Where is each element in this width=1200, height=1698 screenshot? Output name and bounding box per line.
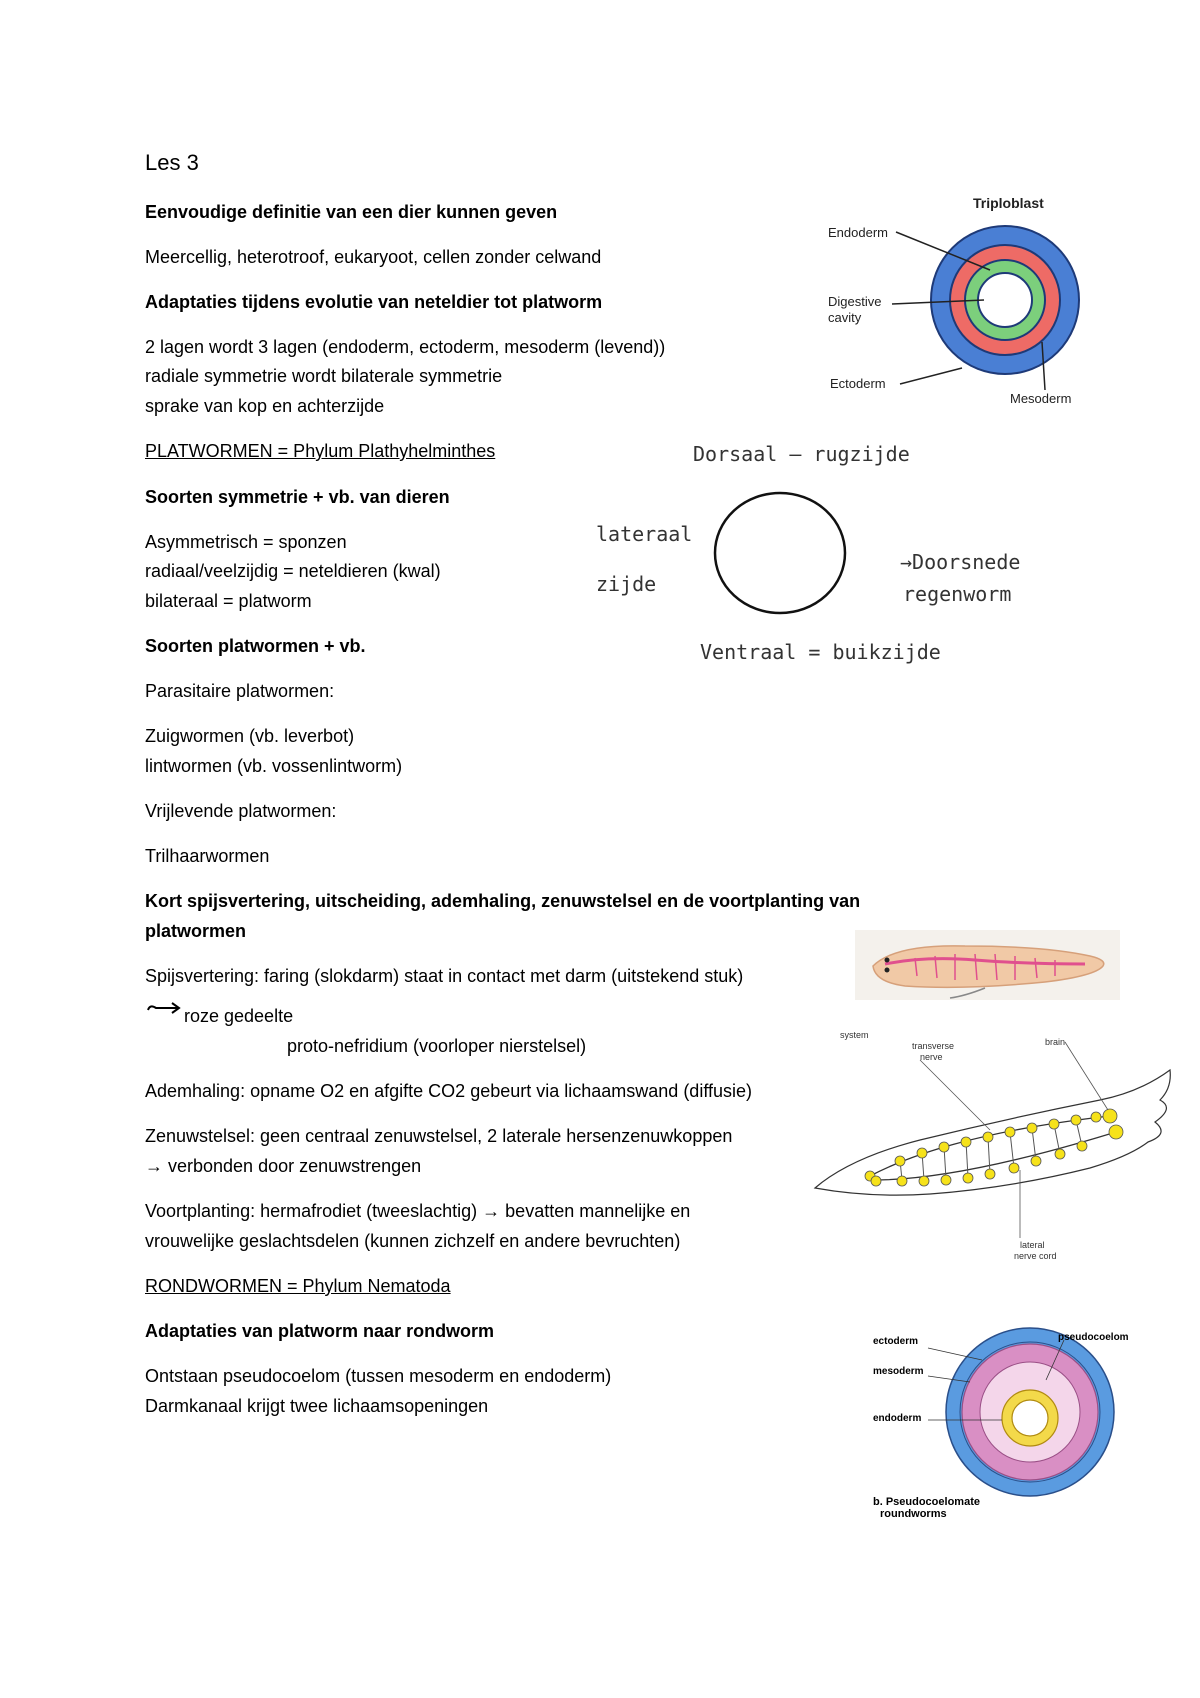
pseudo-caption-2: roundworms xyxy=(880,1508,947,1520)
mesoderm-label: Mesoderm xyxy=(1010,391,1072,406)
parasitic-heading: Parasitaire platwormen: xyxy=(145,681,335,701)
pseudo-endoderm-label: endoderm xyxy=(873,1413,922,1424)
digestive-label-1: Digestive xyxy=(828,294,882,309)
pseudo-caption-1: b. Pseudocoelomate xyxy=(873,1496,980,1508)
cross-section-title-2: regenworm xyxy=(903,582,1012,606)
digestive-cavity xyxy=(978,273,1032,327)
adaptation-line-3: sprake van kop en achterzijde xyxy=(145,396,385,416)
adaptation-line-2: radiale symmetrie wordt bilaterale symmetrie xyxy=(145,366,503,386)
lateral-label: lateraal xyxy=(596,522,693,546)
flatworm-illustration xyxy=(855,930,1120,1000)
ectoderm-label: Ectoderm xyxy=(830,376,886,391)
flukes-line: Zuigwormen (vb. leverbot) xyxy=(145,726,355,746)
nervous-system-drawing xyxy=(810,1060,1180,1250)
protonephridium-line: proto-nefridium (voorloper nierstelsel) xyxy=(287,1036,587,1056)
heading-adaptations: Adaptaties tijdens evolutie van neteldier tot platworm xyxy=(145,292,603,312)
endoderm-label: Endoderm xyxy=(828,225,888,240)
lateral-cord-label-2: nerve cord xyxy=(1014,1251,1057,1261)
cross-section-circle xyxy=(712,490,852,618)
nervous-line-2: → verbonden door zenuwstrengen xyxy=(145,1156,422,1176)
symmetry-line-2: radiaal/veelzijdig = neteldieren (kwal) xyxy=(145,561,441,581)
roundworm-line-2: Darmkanaal krijgt twee lichaamsopeningen xyxy=(145,1396,489,1416)
heading-definition: Eenvoudige definitie van een dier kunnen geven xyxy=(145,202,558,222)
nervous-line-1: Zenuwstelsel: geen centraal zenuwstelsel, 2 laterale hersenzenuwkoppen xyxy=(145,1126,733,1146)
page-title: Les 3 xyxy=(145,150,199,175)
pseudo-pseudocoelom-label: pseudocoelom xyxy=(1058,1332,1129,1343)
pink-part-line: roze gedeelte xyxy=(184,1006,294,1026)
freeliving-heading: Vrijlevende platwormen: xyxy=(145,801,337,821)
heading-flatworm-types: Soorten platwormen + vb. xyxy=(145,636,366,656)
tapeworms-line: lintwormen (vb. vossenlintworm) xyxy=(145,756,403,776)
heading-symmetry: Soorten symmetrie + vb. van dieren xyxy=(145,487,450,507)
hook-arrow-icon xyxy=(146,1002,182,1020)
roundworm-line-1: Ontstaan pseudocoelom (tussen mesoderm en endoderm) xyxy=(145,1366,612,1386)
heading-roundworm-adaptations: Adaptaties van platworm naar rondworm xyxy=(145,1321,495,1341)
pseudo-mesoderm-label: mesoderm xyxy=(873,1366,924,1377)
section-rondwormen: RONDWORMEN = Phylum Nematoda xyxy=(145,1276,451,1296)
cross-section-title-1: →Doorsnede xyxy=(900,550,1021,574)
system-label: system xyxy=(840,1030,869,1040)
adaptation-line-1: 2 lagen wordt 3 lagen (endoderm, ectoderm, mesoderm (levend)) xyxy=(145,337,666,357)
turbellaria-line: Trilhaarwormen xyxy=(145,846,270,866)
ventral-label: Ventraal = buikzijde xyxy=(700,640,941,664)
respiration-line: Ademhaling: opname O2 en afgifte CO2 gebeurt via lichaamswand (diffusie) xyxy=(145,1081,753,1101)
digestive-label-2: cavity xyxy=(828,310,862,325)
section-platwormen: PLATWORMEN = Phylum Plathyhelminthes xyxy=(145,441,496,461)
reproduction-line-1: Voortplanting: hermafrodiet (tweeslachtig) → bevatten mannelijke en xyxy=(145,1201,691,1221)
side-label: zijde xyxy=(596,572,657,596)
symmetry-line-1: Asymmetrisch = sponzen xyxy=(145,532,347,552)
heading-systems-2: platwormen xyxy=(145,921,247,941)
definition-text: Meercellig, heterotroof, eukaryoot, cellen zonder celwand xyxy=(145,247,602,267)
dorsal-label: Dorsaal – rugzijde xyxy=(693,442,910,466)
reproduction-line-2: vrouwelijke geslachtsdelen (kunnen zichzelf en andere bevruchten) xyxy=(145,1231,681,1251)
transverse-label-2: nerve xyxy=(920,1052,943,1062)
brain-label: brain xyxy=(1045,1037,1066,1047)
digestion-line: Spijsvertering: faring (slokdarm) staat in contact met darm (uitstekend stuk) xyxy=(145,966,744,986)
lateral-cord-label-1: lateral xyxy=(1020,1240,1045,1250)
heading-systems-1: Kort spijsvertering, uitscheiding, ademhaling, zenuwstelsel en de voortplanting van xyxy=(145,891,861,911)
triploblast-title: Triploblast xyxy=(973,195,1044,211)
transverse-label-1: transverse xyxy=(912,1041,955,1051)
pseudo-ectoderm-label: ectoderm xyxy=(873,1336,919,1347)
symmetry-line-3: bilateraal = platworm xyxy=(145,591,312,611)
